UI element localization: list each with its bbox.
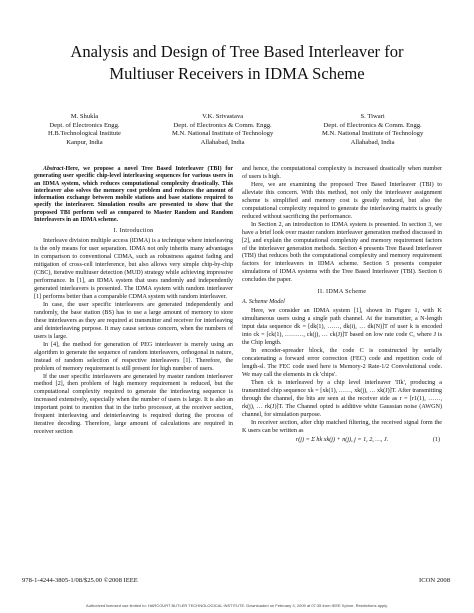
paragraph: In receiver section, after chip matched filtering, the received signal form the K users can be written as bbox=[242, 419, 442, 434]
paragraph: Interleave division multiple access (IDMA) is a technique where interleaving is the only means for user separation. IDMA not only inherits many advantages in comparison to conventional CDMA, such as robustness against fading and mitigation of cross-cell interference, but also allows very simple chip-by-chip (CBC), iterative multiuser detection (MUD) strategy while achieving impressive performance. In [1], an IDMA system that uses randomly and independently generated interleavers is presented. The IDMA system with random interleaver [1] performs better than a comparable CDMA system with random interleaver. bbox=[34, 238, 233, 300]
section-heading-idma-scheme: II. IDMA Scheme bbox=[317, 289, 367, 296]
author-3 bbox=[322, 113, 423, 147]
paragraph: Then ck is interleaved by a chip level interleaver 'Πk', producing a transmitted chip sequence xk = [xk(1), ……, xk(j), … xk(J)]T. After transmitting through the channel, the bits are seen at the receiver side as r = [r1(1), ……, rk(j), … rk(J)]T. The Channel opted is additive white Gaussian noise (AWGN) channel, for simulation purpose. bbox=[242, 379, 442, 418]
equation-body: r(j) = Σ hk xk(j) + n(j), j = 1, 2, …, J. bbox=[295, 437, 389, 444]
left-column bbox=[34, 166, 233, 437]
subsection-heading-scheme-model: A. Scheme Model bbox=[242, 299, 285, 306]
author-affiliation: M.N. National Institute of Technology bbox=[172, 130, 274, 138]
paragraph: In Section 2, an introduction to IDMA system is presented. In section 3, we have a brief look over master random interleaver generation method discussed in [2], and explain the computational complexity and memory requirement factors of the interleaver generation methods. Section 4 presents Tree Based Interleaver (TBI) that reduces both the computational complexity and memory requirement factors for interleavers in IDMA scheme. Section 5 presents computer simulations of IDMA systems with the Tree Based Interleaver (TBI). Section 6 concludes the paper. bbox=[242, 221, 442, 284]
author-block bbox=[10, 113, 464, 153]
paragraph: In encoder-spreader block, the code C is constructed by serially concatenating a forward error correction (FEC) code and repetition code of length-sl. The FEC code used here is Memory-2 Rate-1/2 Convolutional code. We may call the elements in ck 'chips'. bbox=[242, 347, 442, 378]
footer-conference: ICON 2008 bbox=[419, 577, 450, 584]
author-1 bbox=[48, 113, 121, 147]
paper-title bbox=[0, 41, 474, 85]
author-affiliation: Dept. of Electronics & Comm. Engg. bbox=[323, 121, 422, 129]
author-affiliation: Allahabad, India bbox=[200, 138, 245, 146]
right-column bbox=[242, 166, 442, 447]
paragraph: In case, the user specific interleavers are generated independently and randomly, the base station (BS) has to use a large amount of memory to store these interleavers as they are required at transmitter and receiver for interleaving and deinterleaving purpose. It may cause serious concern, when the numbers of users is large. bbox=[34, 301, 233, 340]
paragraph: Here, we consider an IDMA system [1], shown in Figure 1, with K simultaneous users using a single path channel. At the transmitter, a N-length input data sequence dk = [dk(1), ……, dk(i), … dk(N)]T of user k is encoded into ck = [ck(1), ………, ck(j), … ck(J)]T based on low rate code C, where J is the Chip length. bbox=[242, 308, 442, 347]
abstract-text: -Here, we propose a novel Tree Based Interleaver (TBI) for generating user specific chip-level interleaving sequences for various users in an IDMA system, which reduces computational complexity drastically. This interleaver also solves the memory cost problem and reduces the amount of information exchange between mobile stations and base stations required to specify the interleaver. Simulation results are presented to show that the proposed TBI perform well as compared to Master Random and Random Interleavers in an IDMA scheme. bbox=[34, 166, 233, 224]
author-2 bbox=[172, 113, 273, 147]
author-affiliation: Dept. of Electronics Engg. bbox=[49, 121, 120, 129]
title-line-1: Analysis and Design of Tree Based Interleaver for bbox=[70, 42, 404, 61]
equation-1 bbox=[242, 437, 442, 445]
author-affiliation: Kanpur, India bbox=[66, 138, 103, 146]
abstract bbox=[34, 166, 233, 224]
author-name: V.K. Srivastava bbox=[202, 113, 244, 120]
author-affiliation: Allahabad, India bbox=[350, 138, 395, 146]
author-affiliation: Dept. of Electronics & Comm. Engg. bbox=[173, 121, 272, 129]
author-affiliation: M.N. National Institute of Technology bbox=[322, 130, 424, 138]
author-name: M. Shukla bbox=[70, 113, 99, 120]
paragraph: and hence, the computational complexity is increased drastically when number of users is high. bbox=[242, 166, 442, 180]
author-affiliation: H.B.Technological Institute bbox=[48, 130, 121, 138]
author-name: S. Tiwari bbox=[360, 113, 385, 120]
equation-number: (1) bbox=[432, 437, 440, 444]
abstract-label: Abstract bbox=[43, 166, 64, 172]
section-heading-introduction: I. Introduction bbox=[113, 228, 154, 235]
paragraph: In [4], the method for generation of PEG interleaver is merely using an algorithm to generate the sequence of random interleavers, orthogonal in nature, instead of random selection of respective interleavers [1]. Therefore, the problem of memory requirement is still present for high number of users. bbox=[34, 341, 233, 372]
paragraph: Here, we are examining the proposed Tree Based Interleaver (TBI) to alleviate this concern. With this method, not only the interleaver assignment scheme is simplified and memory cost is greatly reduced, but also the computational complexity required to generate the interleaving matrix is greatly reduced without sacrificing the performance. bbox=[242, 181, 442, 220]
paragraph: If the user specific interleavers are generated by master random interleaver method [2], then problem of high memory requirement is reduced, but the computational complexity required to generate the interleaving sequence is increased extensively, especially when the number of users is large. It is also an important point to mention that in the turbo processor, at the receiver section, frequent interleaving and deinterleaving is required during the process of iterative decoding. Therefore, large amount of calculations are required in receiver section bbox=[34, 373, 233, 436]
license-notice: Authorized licensed use limited to: HARCOURT BUTLER TECHNOLOGICAL INSTITUTE. Downloaded on February 3, 2009 at 07:35 from IEEE Xplore. Restrictions apply. bbox=[86, 603, 388, 608]
footer-copyright: 978-1-4244-3805-1/08/$25.00 ©2008 IEEE bbox=[22, 577, 138, 584]
title-line-2: Multiuser Receivers in IDMA Scheme bbox=[109, 64, 365, 83]
